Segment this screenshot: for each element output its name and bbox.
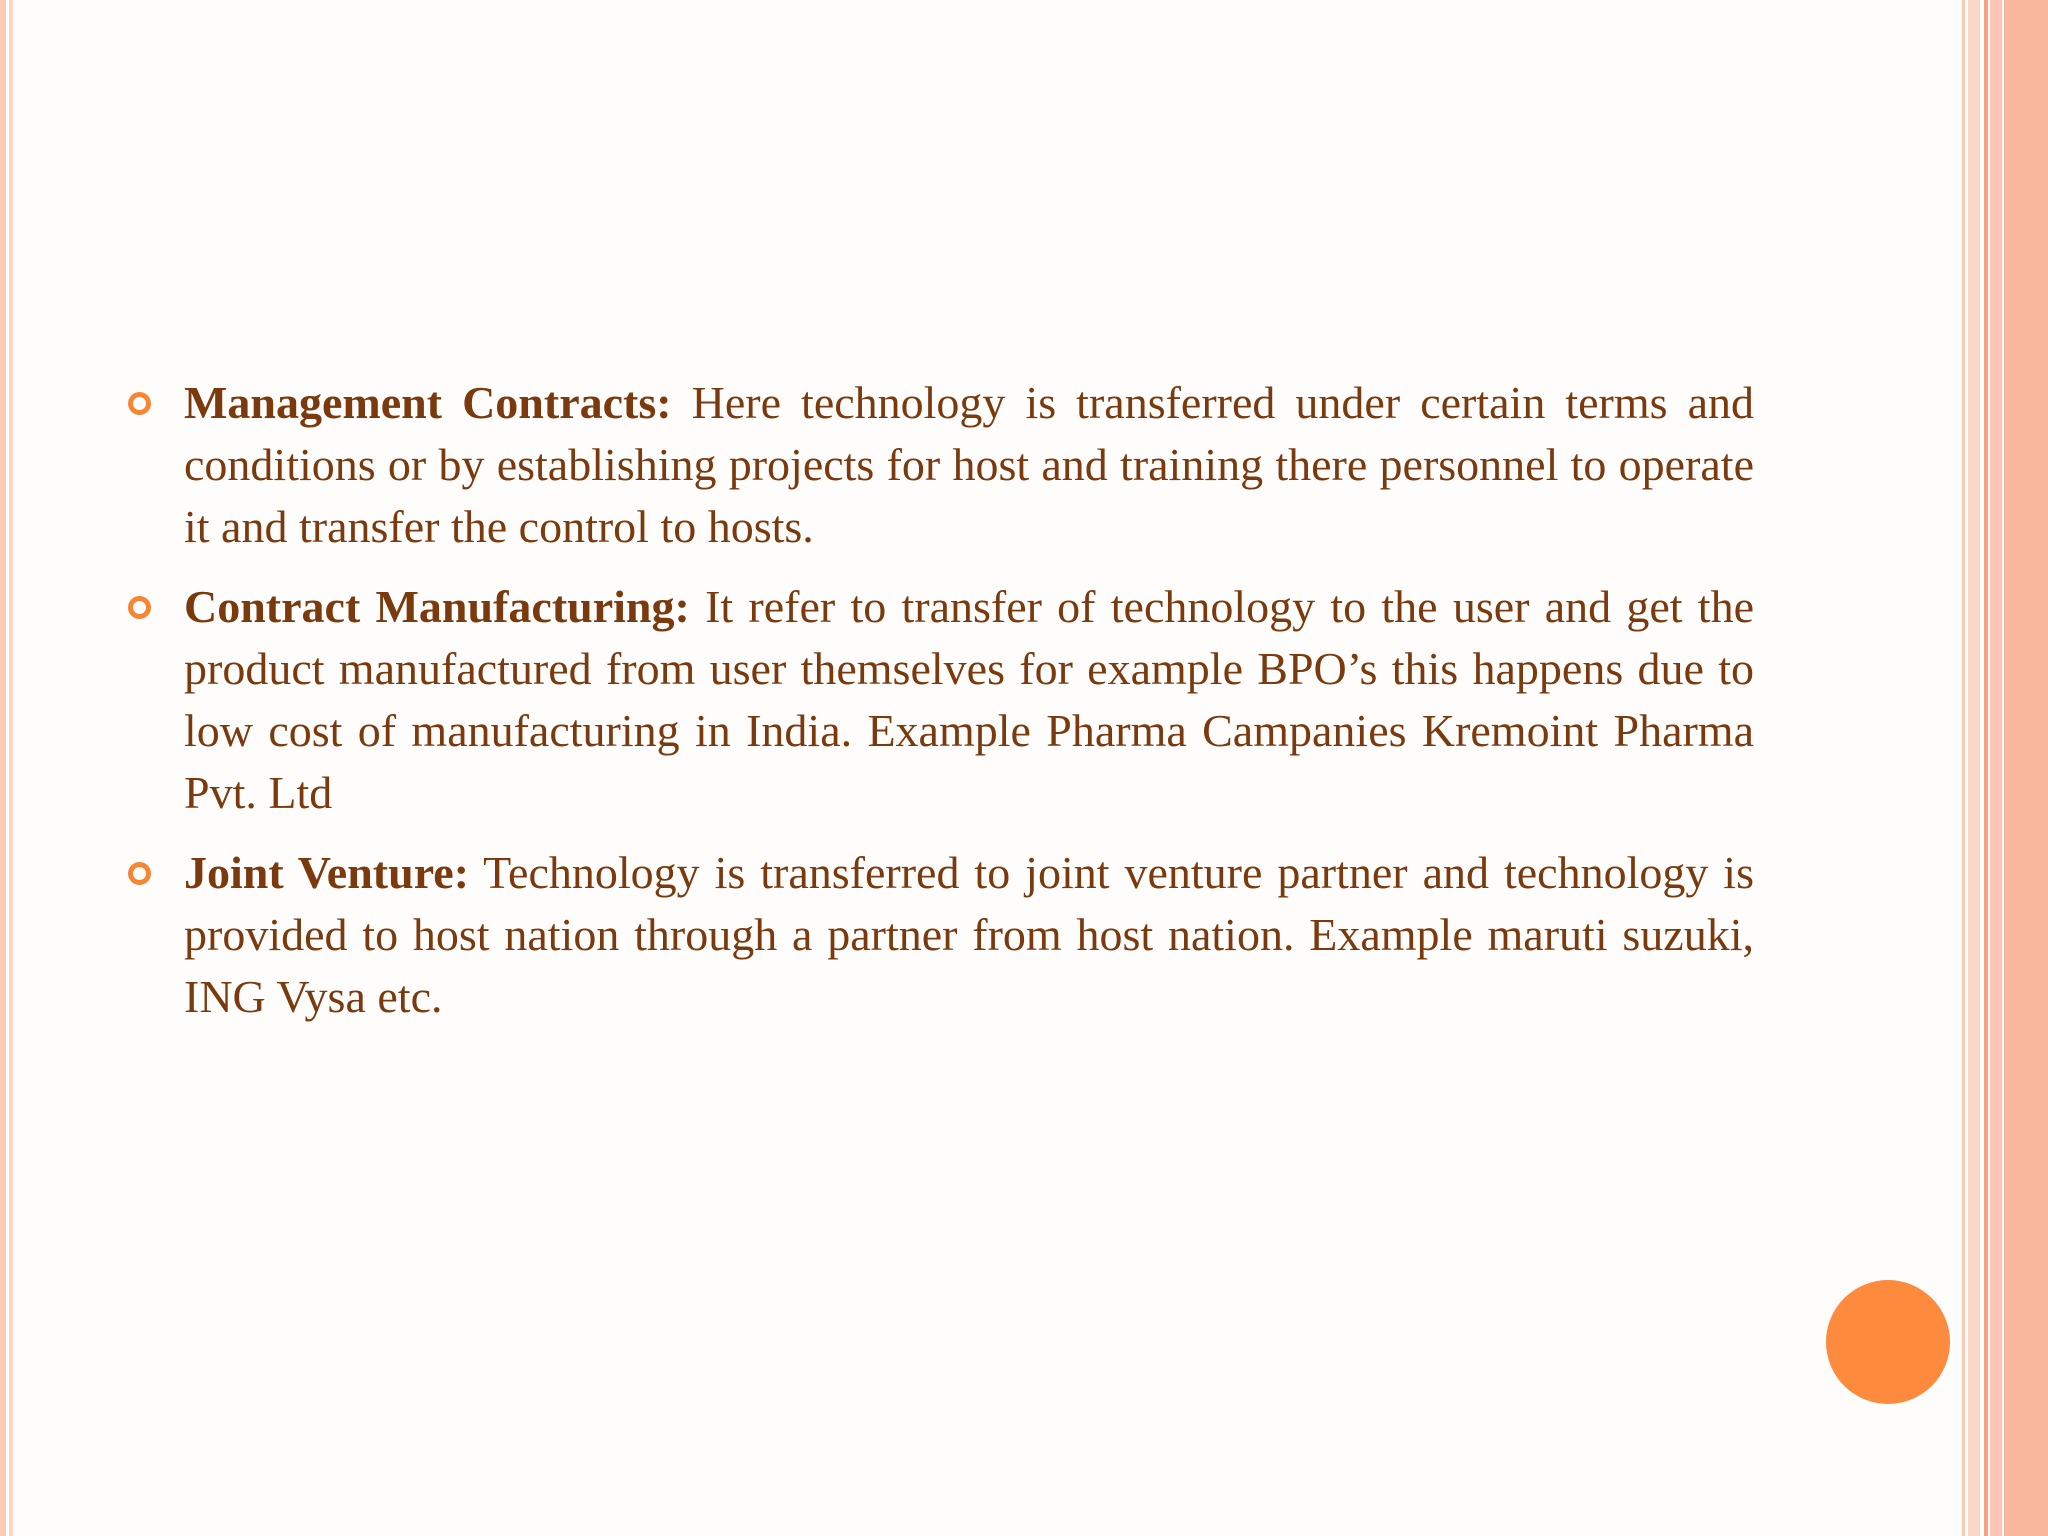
right-border-stripe	[1962, 0, 1965, 1536]
left-border-stripe	[0, 0, 6, 1536]
bullet-term: Contract Manufacturing:	[184, 581, 690, 632]
right-border-stripe	[1984, 0, 1988, 1536]
bullet-text: Technology is transferred to joint venture partner and technology is provided to host nation through a partner from host nation. Example maruti suzuki, ING Vysa etc.	[184, 847, 1754, 1022]
left-border-stripe	[9, 0, 13, 1536]
bullet-list	[128, 372, 1754, 1046]
right-border-stripe	[2004, 0, 2048, 1536]
right-border-stripe	[1968, 0, 1980, 1536]
bullet-ring-icon	[128, 862, 151, 885]
list-item	[128, 576, 1754, 824]
bullet-ring-icon	[128, 596, 151, 619]
bullet-term: Joint Venture:	[184, 847, 470, 898]
bullet-ring-icon	[128, 392, 151, 415]
right-border-stripe	[1990, 0, 2002, 1536]
list-item	[128, 842, 1754, 1028]
list-item	[128, 372, 1754, 558]
bullet-text: It refer to transfer of technology to the user and get the product manufactured from user themselves for example BPO’s this happens due to low cost of manufacturing in India. Example Pharma Campanies Kremoint Pharma Pvt. Ltd	[184, 581, 1755, 818]
bullet-term: Management Contracts:	[184, 377, 672, 428]
bullet-text: Here technology is transferred under certain terms and conditions or by establishing projects for host and training there personnel to operate it and transfer the control to hosts.	[184, 377, 1755, 552]
decorative-circle	[1826, 1280, 1950, 1404]
